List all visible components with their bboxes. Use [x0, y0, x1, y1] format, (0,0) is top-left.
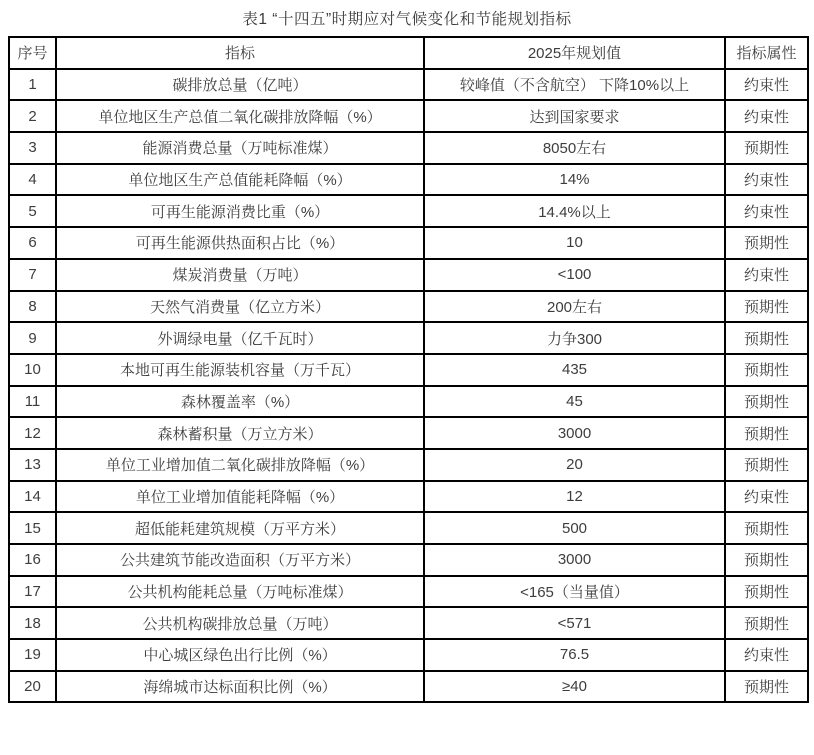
- row-number-cell: 1: [9, 69, 56, 101]
- table-row: [9, 227, 808, 259]
- table-row: [9, 607, 808, 639]
- attribute-cell: 预期性: [725, 607, 808, 639]
- indicator-name-cell: 森林覆盖率（%）: [56, 386, 424, 418]
- indicator-name-cell: 单位工业增加值能耗降幅（%）: [56, 481, 424, 513]
- planned-value-cell: 8050左右: [424, 132, 725, 164]
- planned-value-cell: 12: [424, 481, 725, 513]
- row-number-cell: 8: [9, 291, 56, 323]
- attribute-cell: 预期性: [725, 291, 808, 323]
- row-number-cell: 10: [9, 354, 56, 386]
- table-row: [9, 259, 808, 291]
- indicator-name-cell: 中心城区绿色出行比例（%）: [56, 639, 424, 671]
- table-row: [9, 69, 808, 101]
- planned-value-cell: 500: [424, 512, 725, 544]
- row-number-cell: 3: [9, 132, 56, 164]
- table-body: [9, 69, 808, 703]
- header-attribute: 指标属性: [725, 37, 808, 69]
- attribute-cell: 预期性: [725, 354, 808, 386]
- table-title: 表1 “十四五”时期应对气候变化和节能规划指标: [242, 11, 572, 28]
- row-number-cell: 11: [9, 386, 56, 418]
- header-planned-value: 2025年规划值: [424, 37, 725, 69]
- row-number-cell: 15: [9, 512, 56, 544]
- planned-value-cell: 3000: [424, 544, 725, 576]
- row-number-cell: 14: [9, 481, 56, 513]
- header-indicator: 指标: [56, 37, 424, 69]
- attribute-cell: 预期性: [725, 417, 808, 449]
- planned-value-cell: ≥40: [424, 671, 725, 703]
- row-number-cell: 6: [9, 227, 56, 259]
- table-row: [9, 576, 808, 608]
- row-number-cell: 18: [9, 607, 56, 639]
- table-row: [9, 417, 808, 449]
- indicator-name-cell: 海绵城市达标面积比例（%）: [56, 671, 424, 703]
- table-row: [9, 449, 808, 481]
- attribute-cell: 预期性: [725, 386, 808, 418]
- indicator-name-cell: 公共建筑节能改造面积（万平方米）: [56, 544, 424, 576]
- row-number-cell: 4: [9, 164, 56, 196]
- table-row: [9, 100, 808, 132]
- attribute-cell: 约束性: [725, 69, 808, 101]
- table-row: [9, 639, 808, 671]
- attribute-cell: 预期性: [725, 449, 808, 481]
- attribute-cell: 预期性: [725, 576, 808, 608]
- table-row: [9, 291, 808, 323]
- table-row: [9, 322, 808, 354]
- attribute-cell: 预期性: [725, 544, 808, 576]
- indicator-name-cell: 外调绿电量（亿千瓦时）: [56, 322, 424, 354]
- row-number-cell: 17: [9, 576, 56, 608]
- row-number-cell: 12: [9, 417, 56, 449]
- attribute-cell: 预期性: [725, 132, 808, 164]
- table-row: [9, 481, 808, 513]
- indicator-name-cell: 本地可再生能源装机容量（万千瓦）: [56, 354, 424, 386]
- indicator-name-cell: 公共机构碳排放总量（万吨）: [56, 607, 424, 639]
- attribute-cell: 约束性: [725, 164, 808, 196]
- indicator-name-cell: 可再生能源消费比重（%）: [56, 195, 424, 227]
- indicator-name-cell: 单位工业增加值二氧化碳排放降幅（%）: [56, 449, 424, 481]
- table-row: [9, 671, 808, 703]
- planned-value-cell: 力争300: [424, 322, 725, 354]
- attribute-cell: 约束性: [725, 100, 808, 132]
- attribute-cell: 预期性: [725, 227, 808, 259]
- indicator-name-cell: 超低能耗建筑规模（万平方米）: [56, 512, 424, 544]
- row-number-cell: 7: [9, 259, 56, 291]
- planned-value-cell: <571: [424, 607, 725, 639]
- planned-value-cell: 20: [424, 449, 725, 481]
- row-number-cell: 16: [9, 544, 56, 576]
- row-number-cell: 2: [9, 100, 56, 132]
- table-row: [9, 386, 808, 418]
- attribute-cell: 预期性: [725, 322, 808, 354]
- table-row: [9, 132, 808, 164]
- attribute-cell: 约束性: [725, 195, 808, 227]
- attribute-cell: 约束性: [725, 639, 808, 671]
- indicator-name-cell: 单位地区生产总值二氧化碳排放降幅（%）: [56, 100, 424, 132]
- planned-value-cell: 200左右: [424, 291, 725, 323]
- table-row: [9, 354, 808, 386]
- planned-value-cell: <100: [424, 259, 725, 291]
- indicator-name-cell: 可再生能源供热面积占比（%）: [56, 227, 424, 259]
- indicators-table: [8, 36, 809, 703]
- indicator-name-cell: 森林蓄积量（万立方米）: [56, 417, 424, 449]
- row-number-cell: 13: [9, 449, 56, 481]
- planned-value-cell: 76.5: [424, 639, 725, 671]
- row-number-cell: 19: [9, 639, 56, 671]
- table-row: [9, 512, 808, 544]
- planned-value-cell: <165（当量值）: [424, 576, 725, 608]
- planned-value-cell: 14.4%以上: [424, 195, 725, 227]
- row-number-cell: 20: [9, 671, 56, 703]
- indicator-name-cell: 单位地区生产总值能耗降幅（%）: [56, 164, 424, 196]
- indicator-name-cell: 能源消费总量（万吨标准煤）: [56, 132, 424, 164]
- row-number-cell: 5: [9, 195, 56, 227]
- planned-value-cell: 10: [424, 227, 725, 259]
- attribute-cell: 预期性: [725, 671, 808, 703]
- planned-value-cell: 达到国家要求: [424, 100, 725, 132]
- row-number-cell: 9: [9, 322, 56, 354]
- attribute-cell: 预期性: [725, 512, 808, 544]
- planned-value-cell: 45: [424, 386, 725, 418]
- indicator-name-cell: 公共机构能耗总量（万吨标准煤）: [56, 576, 424, 608]
- indicator-name-cell: 天然气消费量（亿立方米）: [56, 291, 424, 323]
- header-row-number: 序号: [9, 37, 56, 69]
- planned-value-cell: 较峰值（不含航空） 下降10%以上: [424, 69, 725, 101]
- indicator-name-cell: 碳排放总量（亿吨）: [56, 69, 424, 101]
- table-row: [9, 544, 808, 576]
- attribute-cell: 约束性: [725, 481, 808, 513]
- planned-value-cell: 3000: [424, 417, 725, 449]
- planned-value-cell: 435: [424, 354, 725, 386]
- attribute-cell: 约束性: [725, 259, 808, 291]
- header-row: [9, 37, 808, 69]
- indicator-name-cell: 煤炭消费量（万吨）: [56, 259, 424, 291]
- planned-value-cell: 14%: [424, 164, 725, 196]
- table-row: [9, 195, 808, 227]
- table-row: [9, 164, 808, 196]
